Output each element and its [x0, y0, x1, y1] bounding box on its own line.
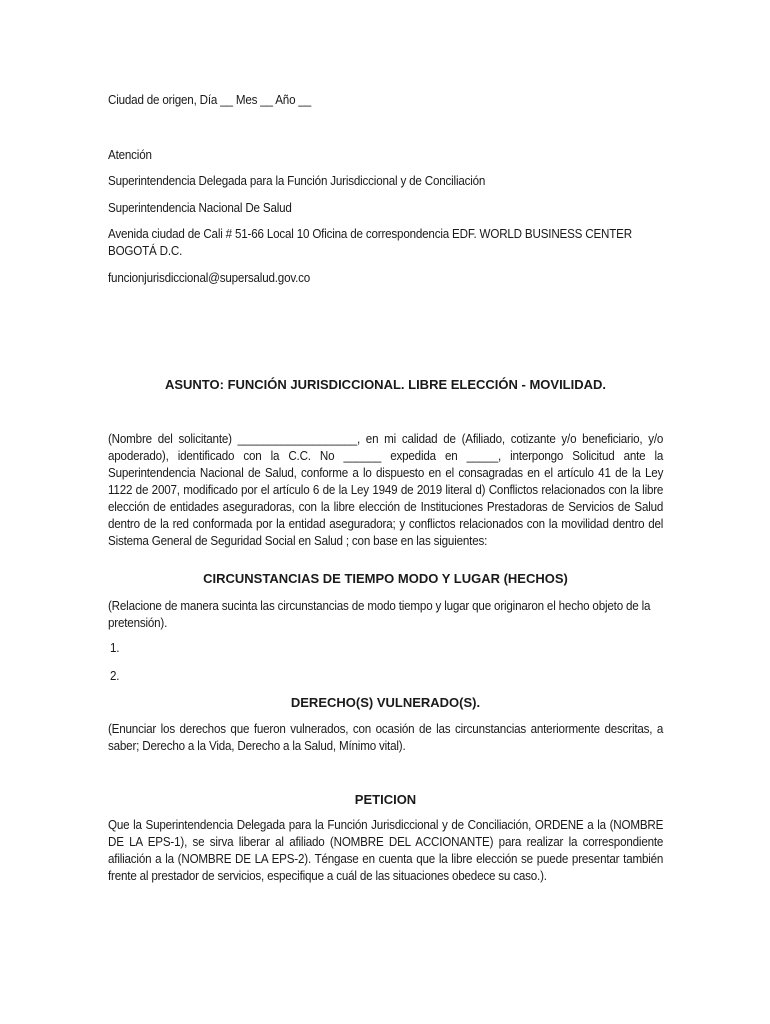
petition-text: Que la Superintendencia Delegada para la Función Jurisdiccional y de Conciliación, ORDENE a la (NOMBRE DE LA EPS-1), se sirva liberar al afiliado (NOMBRE DEL ACCIONANTE) para realizar la correspondiente afiliación a la (NOMBRE DE LA EPS-2). Téngase en cuenta que la libre elección se puede presentar también frente al prestador de servicios, especifique a cuál de las situaciones obedece su caso.). — [108, 818, 664, 883]
facts-heading: CIRCUNSTANCIAS DE TIEMPO MODO Y LUGAR (HECHOS) — [203, 571, 568, 586]
subject-heading: ASUNTO: FUNCIÓN JURISDICCIONAL. LIBRE ELECCIÓN - MOVILIDAD. — [164, 377, 607, 392]
date-line: Ciudad de origen, Día __ Mes __ Año __ — [108, 93, 311, 107]
facts-item-1: 1. — [110, 641, 120, 655]
intro-paragraph: (Nombre del solicitante) ___________________, en mi calidad de (Afiliado, cotizante y/o beneficiario, y/o apoderado), identificado con la C.C. No ______ expedida en _____, interpongo Solicitud ante la Superintendencia Nacional de Salud, conforme a lo dispuesto en el consagradas en el artículo 41 de la Ley 1122 de 2007, modificado por el artículo 6 de la Ley 1949 de 2019 literal d) Conflictos relacionados con la libre elección de entidades aseguradoras, con la libre elección de Instituciones Prestadoras de Servicios de Salud dentro de la red conformada por la entidad aseguradora; y conflictos relacionados con la movilidad dentro del Sistema General de Seguridad Social en Salud ; con base en las siguientes: — [108, 432, 664, 548]
rights-heading: DERECHO(S) VULNERADO(S). — [290, 695, 481, 710]
petition-heading: PETICION — [354, 792, 417, 807]
recipient-line-2: Superintendencia Nacional De Salud — [108, 201, 292, 215]
recipient-address: Avenida ciudad de Cali # 51-66 Local 10 Oficina de correspondencia EDF. WORLD BUSINESS CENTER BOGOTÁ D.C. — [108, 227, 632, 258]
facts-text: (Relacione de manera sucinta las circunstancias de modo tiempo y lugar que originaron el hecho objeto de la pretensión). — [108, 599, 651, 630]
rights-text: (Enunciar los derechos que fueron vulnerados, con ocasión de las circunstancias anteriormente descritas, a saber; Derecho a la Vida, Derecho a la Salud, Mínimo vital). — [108, 722, 664, 753]
attention-label: Atención — [108, 148, 152, 162]
recipient-email: funcionjurisdiccional@supersalud.gov.co — [108, 271, 311, 285]
recipient-line-1: Superintendencia Delegada para la Función Jurisdiccional y de Conciliación — [108, 174, 486, 188]
facts-item-2: 2. — [110, 669, 120, 683]
